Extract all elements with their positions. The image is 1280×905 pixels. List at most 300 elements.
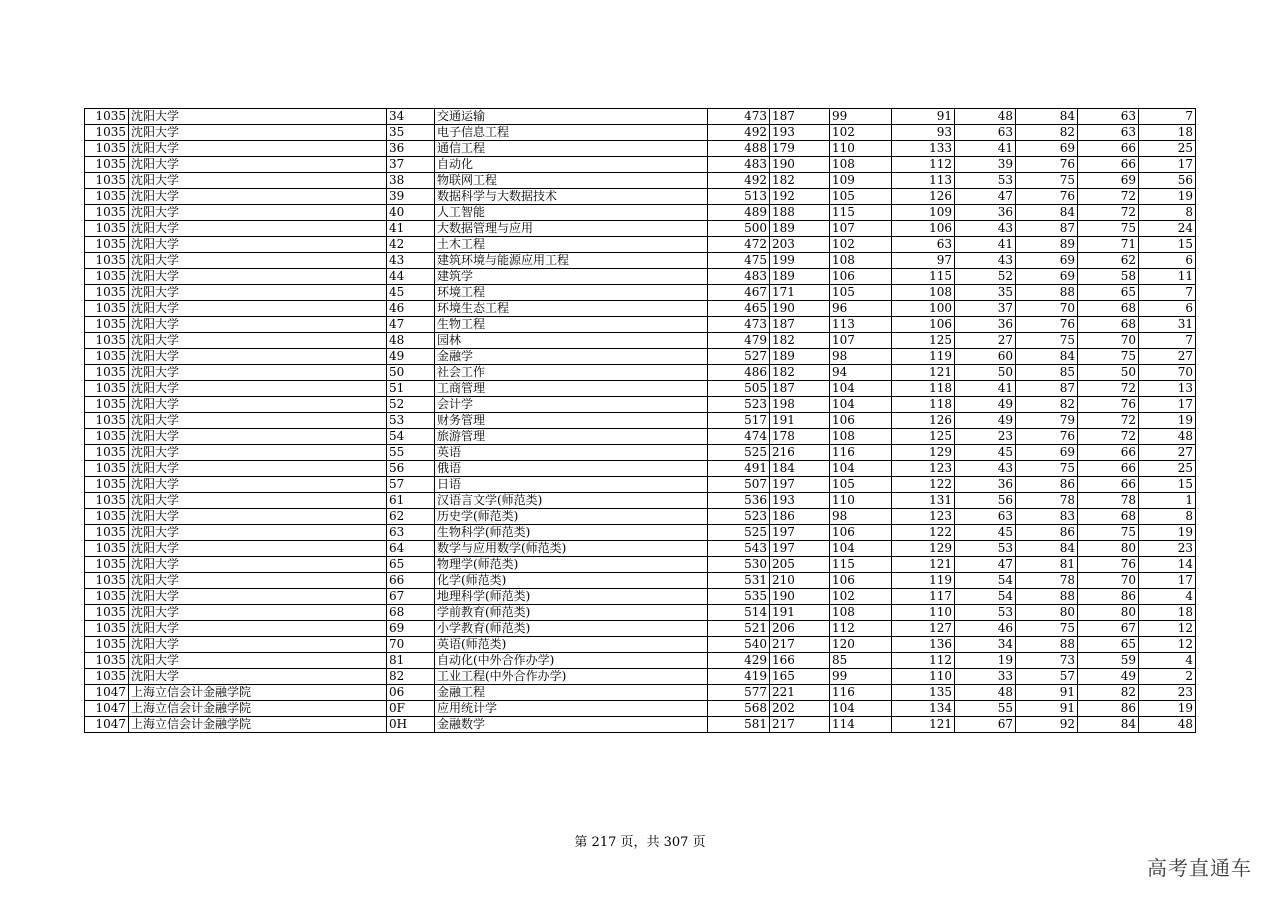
cell-school-name: 沈阳大学 [129, 429, 387, 445]
cell-score-b: 109 [830, 173, 892, 189]
cell-score-a: 206 [770, 621, 830, 637]
cell-score-b: 85 [830, 653, 892, 669]
cell-score-e: 73 [1016, 653, 1078, 669]
table-row [85, 621, 1196, 637]
cell-score-b: 116 [830, 685, 892, 701]
table-row [85, 445, 1196, 461]
cell-score-total: 488 [708, 141, 770, 157]
cell-score-b: 120 [830, 637, 892, 653]
cell-score-f: 72 [1078, 189, 1139, 205]
cell-school-name: 沈阳大学 [129, 445, 387, 461]
cell-school-name: 沈阳大学 [129, 461, 387, 477]
cell-school-code: 1035 [85, 189, 129, 205]
table-row [85, 429, 1196, 445]
cell-major-name: 俄语 [435, 461, 708, 477]
cell-school-code: 1035 [85, 349, 129, 365]
cell-score-b: 104 [830, 541, 892, 557]
cell-score-d: 41 [955, 141, 1016, 157]
cell-score-c: 113 [892, 173, 955, 189]
cell-count: 17 [1139, 573, 1196, 589]
cell-score-a: 187 [770, 109, 830, 125]
cell-school-code: 1035 [85, 381, 129, 397]
cell-score-total: 514 [708, 605, 770, 621]
cell-score-d: 55 [955, 701, 1016, 717]
cell-score-total: 535 [708, 589, 770, 605]
cell-school-name: 沈阳大学 [129, 509, 387, 525]
cell-score-a: 190 [770, 301, 830, 317]
cell-score-total: 513 [708, 189, 770, 205]
cell-score-f: 72 [1078, 205, 1139, 221]
cell-score-c: 100 [892, 301, 955, 317]
cell-score-f: 66 [1078, 477, 1139, 493]
cell-score-total: 472 [708, 237, 770, 253]
cell-score-e: 83 [1016, 509, 1078, 525]
cell-score-f: 63 [1078, 125, 1139, 141]
cell-score-c: 122 [892, 525, 955, 541]
cell-major-code: 81 [387, 653, 435, 669]
cell-score-c: 106 [892, 221, 955, 237]
cell-score-b: 116 [830, 445, 892, 461]
cell-score-f: 72 [1078, 413, 1139, 429]
cell-count: 18 [1139, 125, 1196, 141]
cell-score-e: 86 [1016, 477, 1078, 493]
cell-score-d: 49 [955, 413, 1016, 429]
cell-score-c: 118 [892, 397, 955, 413]
cell-major-name: 社会工作 [435, 365, 708, 381]
cell-score-e: 78 [1016, 573, 1078, 589]
table-row [85, 701, 1196, 717]
cell-score-e: 81 [1016, 557, 1078, 573]
cell-major-code: 69 [387, 621, 435, 637]
cell-school-code: 1035 [85, 397, 129, 413]
table-row [85, 493, 1196, 509]
cell-school-code: 1035 [85, 125, 129, 141]
cell-score-f: 66 [1078, 445, 1139, 461]
cell-score-e: 88 [1016, 285, 1078, 301]
cell-score-e: 87 [1016, 221, 1078, 237]
cell-score-a: 210 [770, 573, 830, 589]
cell-score-d: 50 [955, 365, 1016, 381]
cell-score-b: 114 [830, 717, 892, 733]
cell-school-name: 沈阳大学 [129, 333, 387, 349]
cell-major-code: 37 [387, 157, 435, 173]
cell-score-c: 123 [892, 461, 955, 477]
cell-score-a: 187 [770, 381, 830, 397]
cell-school-name: 沈阳大学 [129, 253, 387, 269]
cell-school-name: 沈阳大学 [129, 557, 387, 573]
cell-score-b: 112 [830, 621, 892, 637]
table-row [85, 461, 1196, 477]
cell-score-b: 104 [830, 397, 892, 413]
cell-score-a: 202 [770, 701, 830, 717]
cell-score-f: 69 [1078, 173, 1139, 189]
cell-count: 7 [1139, 285, 1196, 301]
cell-major-code: 47 [387, 317, 435, 333]
cell-score-a: 190 [770, 157, 830, 173]
cell-score-a: 197 [770, 541, 830, 557]
cell-score-d: 19 [955, 653, 1016, 669]
cell-count: 24 [1139, 221, 1196, 237]
cell-score-c: 121 [892, 557, 955, 573]
cell-score-f: 80 [1078, 541, 1139, 557]
cell-major-name: 地理科学(师范类) [435, 589, 708, 605]
table-row [85, 269, 1196, 285]
cell-score-d: 63 [955, 509, 1016, 525]
cell-score-c: 125 [892, 333, 955, 349]
cell-major-code: 52 [387, 397, 435, 413]
cell-major-name: 英语 [435, 445, 708, 461]
cell-score-f: 71 [1078, 237, 1139, 253]
cell-school-name: 上海立信会计金融学院 [129, 717, 387, 733]
cell-school-code: 1035 [85, 637, 129, 653]
cell-major-name: 生物工程 [435, 317, 708, 333]
cell-major-code: 50 [387, 365, 435, 381]
cell-score-total: 523 [708, 397, 770, 413]
cell-count: 14 [1139, 557, 1196, 573]
cell-score-b: 106 [830, 525, 892, 541]
cell-score-total: 467 [708, 285, 770, 301]
cell-count: 4 [1139, 589, 1196, 605]
cell-major-name: 学前教育(师范类) [435, 605, 708, 621]
table-row [85, 253, 1196, 269]
table-row [85, 525, 1196, 541]
cell-major-name: 旅游管理 [435, 429, 708, 445]
cell-score-a: 221 [770, 685, 830, 701]
cell-major-code: 67 [387, 589, 435, 605]
cell-major-name: 大数据管理与应用 [435, 221, 708, 237]
cell-score-c: 109 [892, 205, 955, 221]
table-row [85, 541, 1196, 557]
cell-major-code: 51 [387, 381, 435, 397]
cell-score-e: 75 [1016, 621, 1078, 637]
cell-school-name: 沈阳大学 [129, 125, 387, 141]
table-row [85, 157, 1196, 173]
cell-score-total: 521 [708, 621, 770, 637]
cell-score-e: 84 [1016, 541, 1078, 557]
cell-score-b: 99 [830, 109, 892, 125]
cell-score-a: 165 [770, 669, 830, 685]
cell-count: 25 [1139, 461, 1196, 477]
cell-major-code: 35 [387, 125, 435, 141]
cell-school-code: 1035 [85, 301, 129, 317]
cell-score-c: 110 [892, 605, 955, 621]
cell-count: 25 [1139, 141, 1196, 157]
cell-school-name: 沈阳大学 [129, 381, 387, 397]
cell-score-d: 54 [955, 573, 1016, 589]
cell-major-code: 55 [387, 445, 435, 461]
cell-score-c: 127 [892, 621, 955, 637]
cell-score-d: 27 [955, 333, 1016, 349]
cell-major-name: 交通运输 [435, 109, 708, 125]
cell-score-b: 94 [830, 365, 892, 381]
cell-major-name: 工业工程(中外合作办学) [435, 669, 708, 685]
cell-major-name: 生物科学(师范类) [435, 525, 708, 541]
cell-school-name: 沈阳大学 [129, 269, 387, 285]
cell-school-code: 1035 [85, 109, 129, 125]
cell-count: 70 [1139, 365, 1196, 381]
cell-score-total: 483 [708, 269, 770, 285]
cell-count: 13 [1139, 381, 1196, 397]
cell-major-code: 68 [387, 605, 435, 621]
page-number: 第 217 页，共 307 页 [574, 835, 706, 850]
cell-score-total: 536 [708, 493, 770, 509]
cell-school-name: 沈阳大学 [129, 573, 387, 589]
cell-score-d: 48 [955, 685, 1016, 701]
cell-score-total: 581 [708, 717, 770, 733]
cell-score-c: 134 [892, 701, 955, 717]
cell-count: 17 [1139, 157, 1196, 173]
cell-score-total: 577 [708, 685, 770, 701]
cell-school-code: 1035 [85, 653, 129, 669]
cell-count: 27 [1139, 349, 1196, 365]
cell-score-a: 189 [770, 349, 830, 365]
cell-major-name: 金融数学 [435, 717, 708, 733]
cell-score-a: 189 [770, 269, 830, 285]
cell-major-name: 自动化 [435, 157, 708, 173]
cell-school-name: 沈阳大学 [129, 173, 387, 189]
cell-score-a: 216 [770, 445, 830, 461]
cell-count: 2 [1139, 669, 1196, 685]
cell-score-d: 37 [955, 301, 1016, 317]
cell-school-code: 1035 [85, 253, 129, 269]
cell-score-c: 131 [892, 493, 955, 509]
cell-school-code: 1035 [85, 541, 129, 557]
cell-score-total: 492 [708, 125, 770, 141]
cell-school-name: 沈阳大学 [129, 365, 387, 381]
cell-count: 18 [1139, 605, 1196, 621]
cell-school-code: 1035 [85, 221, 129, 237]
cell-count: 15 [1139, 237, 1196, 253]
cell-score-b: 113 [830, 317, 892, 333]
cell-score-f: 75 [1078, 349, 1139, 365]
cell-score-a: 190 [770, 589, 830, 605]
cell-school-code: 1035 [85, 173, 129, 189]
table-row [85, 221, 1196, 237]
cell-school-code: 1035 [85, 605, 129, 621]
cell-score-c: 119 [892, 573, 955, 589]
cell-score-b: 115 [830, 557, 892, 573]
cell-score-a: 197 [770, 525, 830, 541]
cell-score-e: 82 [1016, 397, 1078, 413]
cell-score-d: 54 [955, 589, 1016, 605]
cell-score-total: 473 [708, 109, 770, 125]
table-row [85, 589, 1196, 605]
cell-score-f: 75 [1078, 221, 1139, 237]
cell-score-a: 191 [770, 605, 830, 621]
cell-major-name: 汉语言文学(师范类) [435, 493, 708, 509]
table-row [85, 605, 1196, 621]
cell-major-name: 应用统计学 [435, 701, 708, 717]
cell-school-name: 沈阳大学 [129, 605, 387, 621]
cell-score-f: 86 [1078, 701, 1139, 717]
cell-score-d: 47 [955, 557, 1016, 573]
cell-score-f: 58 [1078, 269, 1139, 285]
table-row [85, 573, 1196, 589]
table-row [85, 413, 1196, 429]
cell-score-total: 525 [708, 445, 770, 461]
cell-score-e: 69 [1016, 253, 1078, 269]
cell-score-c: 117 [892, 589, 955, 605]
cell-count: 19 [1139, 701, 1196, 717]
cell-score-f: 70 [1078, 573, 1139, 589]
cell-score-d: 53 [955, 605, 1016, 621]
cell-score-f: 65 [1078, 637, 1139, 653]
table-row [85, 685, 1196, 701]
cell-score-c: 126 [892, 413, 955, 429]
cell-score-c: 63 [892, 237, 955, 253]
cell-school-code: 1035 [85, 429, 129, 445]
cell-score-c: 135 [892, 685, 955, 701]
cell-score-c: 121 [892, 717, 955, 733]
table-row [85, 301, 1196, 317]
cell-score-a: 191 [770, 413, 830, 429]
cell-score-total: 429 [708, 653, 770, 669]
table-row [85, 557, 1196, 573]
cell-score-total: 517 [708, 413, 770, 429]
cell-count: 6 [1139, 301, 1196, 317]
cell-school-name: 沈阳大学 [129, 285, 387, 301]
cell-score-e: 86 [1016, 525, 1078, 541]
cell-major-name: 自动化(中外合作办学) [435, 653, 708, 669]
cell-score-total: 530 [708, 557, 770, 573]
cell-score-e: 69 [1016, 141, 1078, 157]
cell-major-code: 44 [387, 269, 435, 285]
cell-school-code: 1035 [85, 509, 129, 525]
watermark-logo: 高考直通车 [1147, 856, 1252, 880]
cell-major-code: 40 [387, 205, 435, 221]
cell-score-e: 76 [1016, 317, 1078, 333]
cell-major-name: 数据科学与大数据技术 [435, 189, 708, 205]
cell-score-a: 197 [770, 477, 830, 493]
cell-score-f: 66 [1078, 461, 1139, 477]
cell-score-c: 129 [892, 445, 955, 461]
cell-school-code: 1047 [85, 685, 129, 701]
cell-school-code: 1035 [85, 333, 129, 349]
cell-score-d: 67 [955, 717, 1016, 733]
cell-score-c: 133 [892, 141, 955, 157]
cell-school-code: 1035 [85, 365, 129, 381]
cell-score-d: 43 [955, 461, 1016, 477]
cell-score-b: 104 [830, 461, 892, 477]
cell-major-code: 66 [387, 573, 435, 589]
cell-school-code: 1035 [85, 445, 129, 461]
cell-score-e: 69 [1016, 269, 1078, 285]
cell-score-b: 105 [830, 189, 892, 205]
cell-score-d: 36 [955, 317, 1016, 333]
cell-major-name: 物联网工程 [435, 173, 708, 189]
cell-count: 31 [1139, 317, 1196, 333]
cell-count: 12 [1139, 637, 1196, 653]
cell-score-f: 68 [1078, 509, 1139, 525]
cell-school-name: 沈阳大学 [129, 221, 387, 237]
cell-score-total: 489 [708, 205, 770, 221]
cell-score-e: 85 [1016, 365, 1078, 381]
cell-score-f: 86 [1078, 589, 1139, 605]
cell-count: 56 [1139, 173, 1196, 189]
cell-major-code: 62 [387, 509, 435, 525]
cell-major-code: 41 [387, 221, 435, 237]
cell-score-d: 43 [955, 253, 1016, 269]
cell-score-c: 125 [892, 429, 955, 445]
cell-score-e: 76 [1016, 157, 1078, 173]
cell-score-total: 474 [708, 429, 770, 445]
table-row [85, 237, 1196, 253]
cell-score-b: 96 [830, 301, 892, 317]
cell-score-d: 56 [955, 493, 1016, 509]
cell-score-d: 41 [955, 381, 1016, 397]
cell-score-total: 531 [708, 573, 770, 589]
table-row [85, 109, 1196, 125]
cell-score-d: 36 [955, 477, 1016, 493]
table-body [85, 109, 1196, 733]
cell-score-e: 92 [1016, 717, 1078, 733]
cell-major-code: 57 [387, 477, 435, 493]
cell-score-b: 98 [830, 509, 892, 525]
cell-score-f: 59 [1078, 653, 1139, 669]
cell-score-a: 199 [770, 253, 830, 269]
cell-score-b: 110 [830, 493, 892, 509]
cell-major-code: 42 [387, 237, 435, 253]
cell-school-code: 1035 [85, 205, 129, 221]
cell-major-code: 46 [387, 301, 435, 317]
cell-score-a: 188 [770, 205, 830, 221]
cell-score-a: 189 [770, 221, 830, 237]
table-row [85, 653, 1196, 669]
cell-school-name: 上海立信会计金融学院 [129, 701, 387, 717]
cell-score-e: 84 [1016, 349, 1078, 365]
cell-school-code: 1035 [85, 525, 129, 541]
cell-count: 27 [1139, 445, 1196, 461]
cell-school-code: 1035 [85, 157, 129, 173]
cell-major-code: 54 [387, 429, 435, 445]
cell-major-name: 土木工程 [435, 237, 708, 253]
cell-score-d: 23 [955, 429, 1016, 445]
cell-score-f: 66 [1078, 157, 1139, 173]
cell-score-d: 63 [955, 125, 1016, 141]
cell-school-name: 沈阳大学 [129, 189, 387, 205]
cell-score-e: 82 [1016, 125, 1078, 141]
cell-major-code: 64 [387, 541, 435, 557]
table-row [85, 189, 1196, 205]
cell-score-c: 136 [892, 637, 955, 653]
cell-score-f: 68 [1078, 301, 1139, 317]
cell-school-name: 沈阳大学 [129, 621, 387, 637]
cell-score-c: 118 [892, 381, 955, 397]
cell-score-e: 91 [1016, 701, 1078, 717]
cell-score-total: 419 [708, 669, 770, 685]
cell-score-b: 107 [830, 333, 892, 349]
cell-score-f: 70 [1078, 333, 1139, 349]
cell-score-e: 91 [1016, 685, 1078, 701]
cell-school-code: 1035 [85, 317, 129, 333]
table-row [85, 477, 1196, 493]
cell-score-e: 84 [1016, 109, 1078, 125]
cell-score-e: 57 [1016, 669, 1078, 685]
cell-score-f: 68 [1078, 317, 1139, 333]
table-row [85, 397, 1196, 413]
cell-score-c: 91 [892, 109, 955, 125]
cell-school-name: 沈阳大学 [129, 541, 387, 557]
cell-score-c: 110 [892, 669, 955, 685]
cell-score-c: 108 [892, 285, 955, 301]
cell-count: 7 [1139, 109, 1196, 125]
cell-score-a: 193 [770, 493, 830, 509]
cell-score-a: 171 [770, 285, 830, 301]
cell-major-code: 63 [387, 525, 435, 541]
cell-score-a: 205 [770, 557, 830, 573]
table-row [85, 509, 1196, 525]
cell-major-name: 物理学(师范类) [435, 557, 708, 573]
